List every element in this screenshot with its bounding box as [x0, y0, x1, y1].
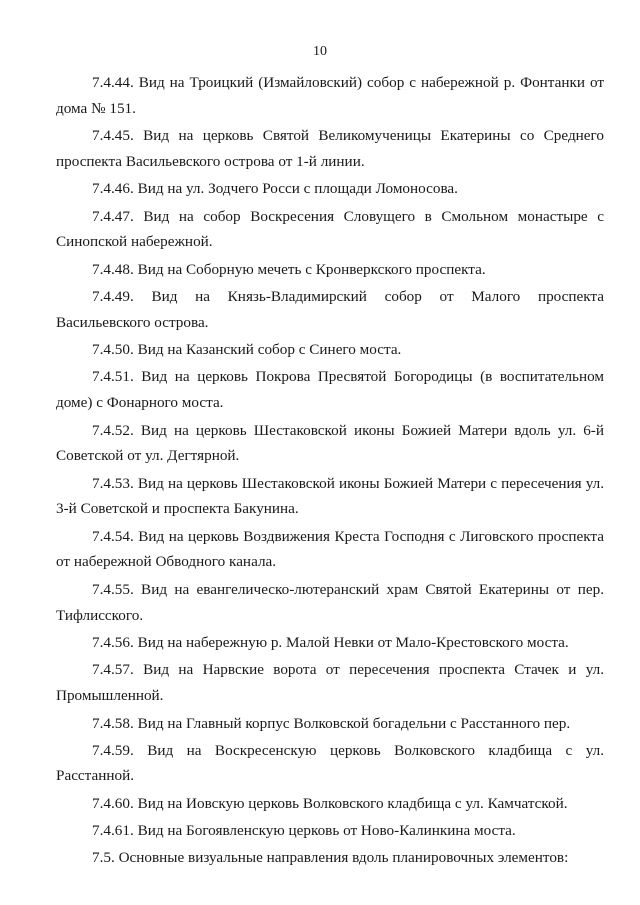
- paragraph-7-4-57: 7.4.57. Вид на Нарвские ворота от пересечения проспекта Стачек и ул. Промышленной.: [56, 661, 604, 705]
- paragraph-7-4-53: 7.4.53. Вид на церковь Шестаковской иконы Божией Матери с пересечения ул. 3-й Советской и проспекта Бакунина.: [56, 474, 604, 518]
- paragraph-7-4-58: 7.4.58. Вид на Главный корпус Волковской богадельни с Расстанного пер.: [92, 714, 571, 732]
- paragraph-7-4-46: 7.4.46. Вид на ул. Зодчего Росси с площади Ломоносова.: [92, 180, 458, 198]
- paragraph-7-5: 7.5. Основные визуальные направления вдоль планировочных элементов:: [92, 849, 569, 867]
- document-body: [56, 70, 604, 873]
- paragraph-7-4-56: 7.4.56. Вид на набережную р. Малой Невки от Мало-Крестовского моста.: [92, 634, 569, 652]
- paragraph-7-4-50: 7.4.50. Вид на Казанский собор с Синего моста.: [92, 341, 402, 359]
- paragraph-7-4-48: 7.4.48. Вид на Соборную мечеть с Кронверкского проспекта.: [92, 260, 486, 278]
- page-number: 10: [313, 44, 327, 59]
- paragraph-7-4-51: 7.4.51. Вид на церковь Покрова Пресвятой Богородицы (в воспитательном доме) с Фонарного моста.: [56, 368, 604, 411]
- paragraph-7-4-47: 7.4.47. Вид на собор Воскресения Словущего в Смольном монастыре с Синопской набережной.: [56, 207, 604, 251]
- paragraph-7-4-61: 7.4.61. Вид на Богоявленскую церковь от Ново-Калинкина моста.: [92, 822, 516, 840]
- paragraph-7-4-54: 7.4.54. Вид на церковь Воздвижения Креста Господня с Лиговского проспекта от набережной Обводного канала.: [56, 527, 604, 571]
- paragraph-7-4-45: 7.4.45. Вид на церковь Святой Великомученицы Екатерины со Среднего проспекта Васильевского острова от 1-й линии.: [56, 127, 604, 170]
- paragraph-7-4-44: 7.4.44. Вид на Троицкий (Измайловский) собор с набережной р. Фонтанки от дома № 151.: [56, 74, 604, 117]
- paragraph-7-4-59: 7.4.59. Вид на Воскресенскую церковь Волковского кладбища с ул. Расстанной.: [56, 741, 604, 785]
- paragraph-7-4-55: 7.4.55. Вид на евангелическо-лютеранский храм Святой Екатерины от пер. Тифлисского.: [56, 581, 604, 624]
- paragraph-7-4-52: 7.4.52. Вид на церковь Шестаковской иконы Божией Матери вдоль ул. 6-й Советской от ул. Дегтярной.: [56, 421, 604, 465]
- paragraph-7-4-60: 7.4.60. Вид на Иовскую церковь Волковского кладбища с ул. Камчатской.: [92, 795, 568, 812]
- paragraph-7-4-49: 7.4.49. Вид на Князь-Владимирский собор от Малого проспекта Васильевского острова.: [56, 287, 604, 331]
